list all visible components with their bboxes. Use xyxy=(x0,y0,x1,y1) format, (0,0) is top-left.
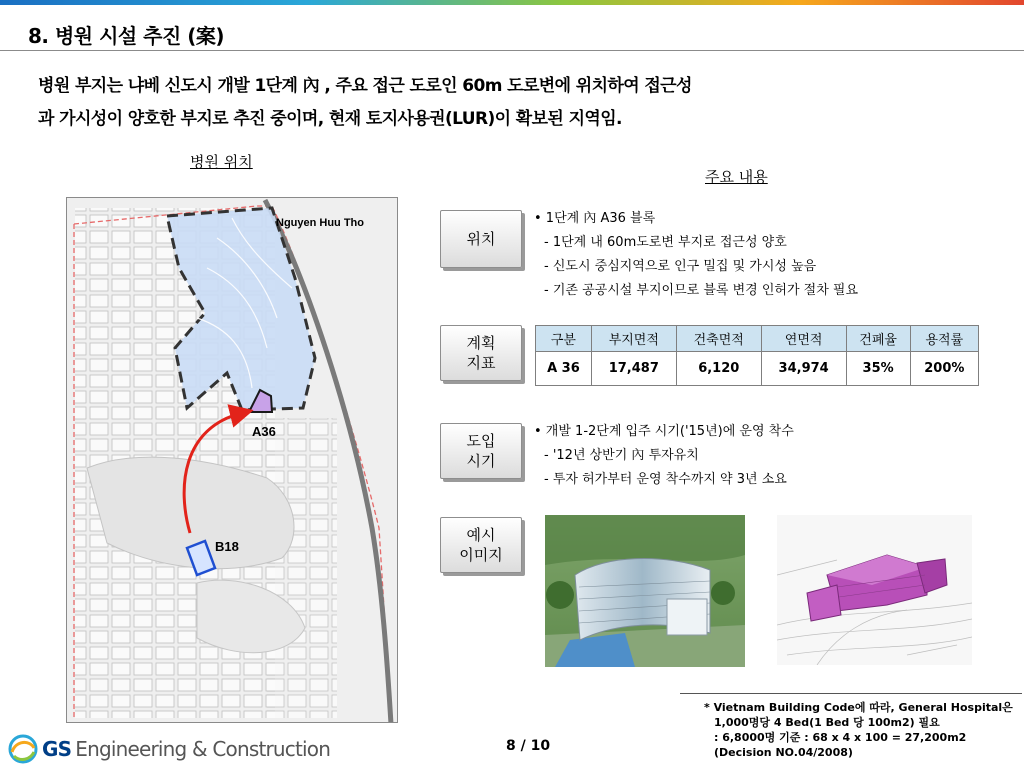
intro-line-2: 과 가시성이 양호한 부지로 추진 중이며, 현재 토지사용권(LUR)이 확보된 지역임. xyxy=(38,109,622,129)
footnote-divider xyxy=(680,693,1022,694)
example-label-1: 예시 xyxy=(466,526,496,544)
road-label: Nguyen Huu Tho xyxy=(276,217,364,229)
logo-gs: GS xyxy=(42,737,72,761)
plan-table-header xyxy=(536,326,979,352)
schedule-label-2: 시기 xyxy=(466,452,496,470)
schedule-label-1: 도입 xyxy=(466,432,496,450)
example-label-2: 이미지 xyxy=(459,546,503,564)
schedule-sub-2: - 투자 허가부터 운영 착수까지 약 3년 소요 xyxy=(544,472,787,487)
details-heading: 주요 내용 xyxy=(705,168,768,186)
hospital-model-drawing xyxy=(777,515,972,665)
slide-title: 8. 병원 시설 추진 (案) xyxy=(28,24,225,48)
cell-type: A 36 xyxy=(536,352,592,386)
cell-floor-area: 34,974 xyxy=(761,352,846,386)
example-tab[interactable] xyxy=(440,517,522,573)
logo-text: Engineering & Construction xyxy=(75,737,331,761)
intro-text xyxy=(38,70,998,136)
footnote-line-1: * Vietnam Building Code에 따라, General Hospital은 xyxy=(704,701,1013,714)
site-map-drawing xyxy=(67,198,398,723)
col-type: 구분 xyxy=(536,326,592,352)
schedule-sub-1: - '12년 상반기 內 투자유치 xyxy=(544,448,699,463)
cell-coverage: 35% xyxy=(846,352,910,386)
map-heading: 병원 위치 xyxy=(190,153,253,171)
footnote xyxy=(704,700,1013,760)
location-label: 위치 xyxy=(466,230,496,248)
col-site-area: 부지면적 xyxy=(591,326,676,352)
schedule-tab[interactable] xyxy=(440,423,522,479)
cell-building-area: 6,120 xyxy=(676,352,761,386)
footnote-line-2: 1,000명당 4 Bed(1 Bed 당 100m2) 필요 xyxy=(714,716,940,729)
col-building-area: 건축면적 xyxy=(676,326,761,352)
col-far: 용적률 xyxy=(910,326,978,352)
hospital-render-photo xyxy=(545,515,745,667)
plan-label-2: 지표 xyxy=(466,354,496,372)
hospital-render-drawing xyxy=(545,515,745,667)
location-sub-2: - 신도시 중심지역으로 인구 밀집 및 가시성 높음 xyxy=(544,259,817,274)
top-accent-bar xyxy=(0,0,1024,5)
schedule-details xyxy=(534,420,794,492)
gs-swirl-icon xyxy=(6,734,40,764)
footnote-line-3: : 6,8000명 기준 : 68 x 4 x 100 = 27,200m2 xyxy=(714,731,967,744)
intro-line-1: 병원 부지는 냐베 신도시 개발 1단계 內 , 주요 접근 도로인 60m 도로변에 위치하여 접근성 xyxy=(38,76,692,96)
plan-table xyxy=(535,325,979,386)
hospital-model-image xyxy=(777,515,972,665)
plan-label-1: 계획 xyxy=(466,334,496,352)
location-sub-3: - 기존 공공시설 부지이므로 블록 변경 인허가 절차 필요 xyxy=(544,283,859,298)
location-tab[interactable] xyxy=(440,210,522,268)
table-row xyxy=(536,352,979,386)
company-logo xyxy=(6,734,330,764)
logo-wordmark xyxy=(42,737,330,761)
schedule-bullet: • 개발 1-2단계 입주 시기('15년)에 운영 착수 xyxy=(534,424,794,439)
col-coverage: 건폐율 xyxy=(846,326,910,352)
site-a36-label: A36 xyxy=(252,424,276,439)
footnote-line-4: (Decision NO.04/2008) xyxy=(714,746,853,759)
title-divider xyxy=(0,50,1024,51)
plan-tab[interactable] xyxy=(440,325,522,381)
site-b18-label: B18 xyxy=(215,539,239,554)
location-bullet: • 1단계 內 A36 블록 xyxy=(534,211,656,226)
site-map xyxy=(66,197,398,723)
location-details xyxy=(534,207,858,303)
page-number: 8 / 10 xyxy=(506,738,551,754)
location-sub-1: - 1단계 내 60m도로변 부지로 접근성 양호 xyxy=(544,235,787,250)
col-floor-area: 연면적 xyxy=(761,326,846,352)
cell-far: 200% xyxy=(910,352,978,386)
cell-site-area: 17,487 xyxy=(591,352,676,386)
